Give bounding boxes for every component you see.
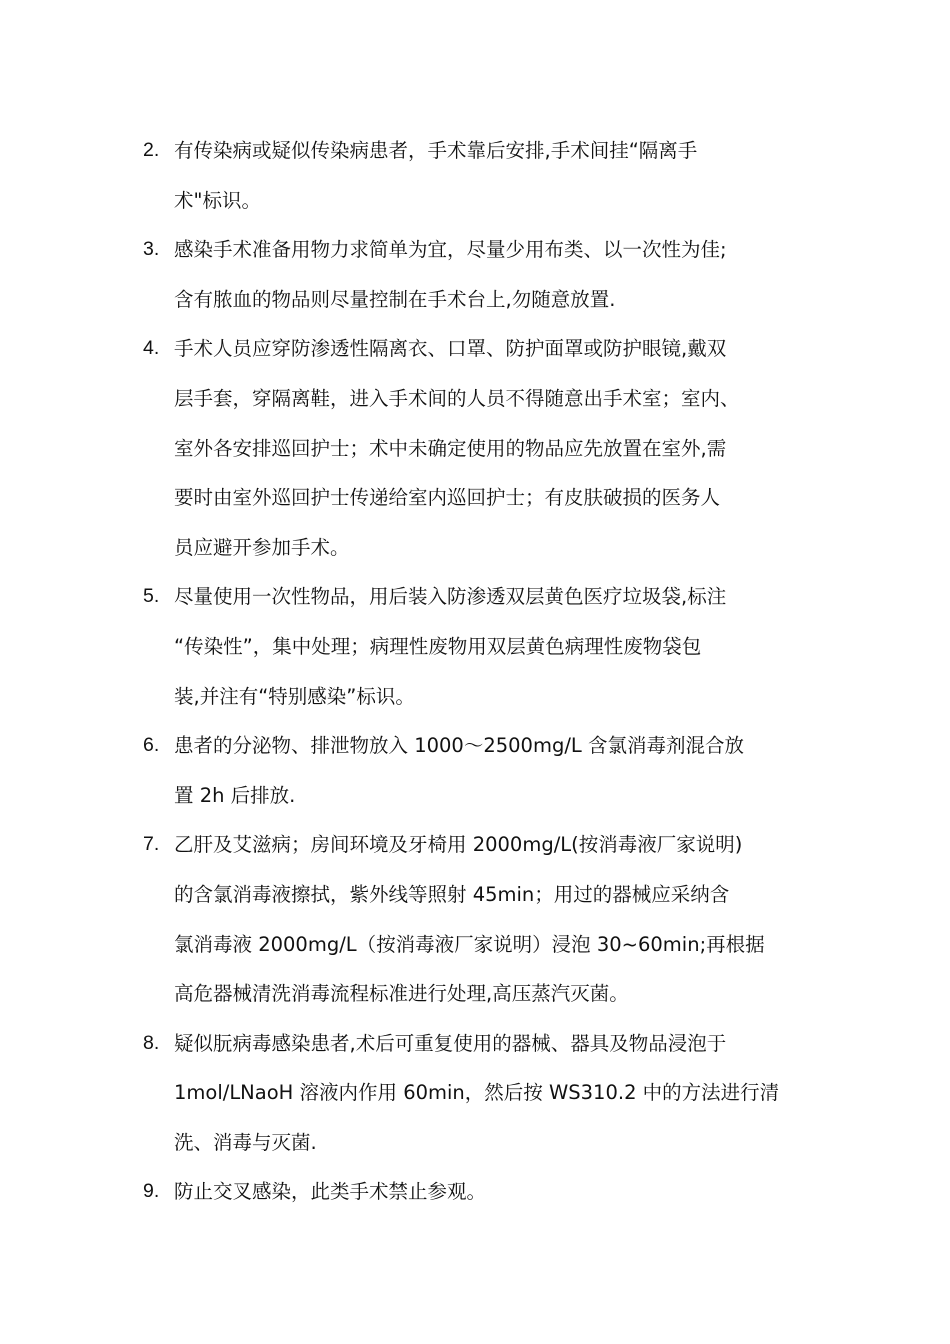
list-item-text-line: 的含氯消毒液擦拭，紫外线等照射 45min；用过的器械应采纳含 [174,882,730,906]
list-item [143,225,813,324]
list-item-text-line: 装,并注有“特别感染”标识。 [174,684,415,708]
list-item-number: 7. [143,833,160,856]
list-item-text-line: 术"标识。 [174,188,261,212]
list-item-text-line: “传染性”，集中处理；病理性废物用双层黄色病理性废物袋包 [174,634,702,658]
list-item-text-line: 乙肝及艾滋病；房间环境及牙椅用 2000mg/L(按消毒液厂家说明) [174,833,743,857]
list-item-text-line: 疑似朊病毒感染患者,术后可重复使用的器械、器具及物品浸泡于 [174,1031,727,1055]
list-item [143,126,813,225]
list-item-text-line: 高危器械清洗消毒流程标准进行处理,高压蒸汽灭菌。 [174,982,629,1006]
list-item [143,820,813,1018]
list-item-number: 8. [143,1031,160,1054]
list-item-text-line: 患者的分泌物、排泄物放入 1000～2500mg/L 含氯消毒剂混合放 [174,734,744,758]
list-item [143,324,813,572]
list-item-text-line: 置 2h 后排放. [174,783,296,807]
list-item-number: 4. [143,337,160,360]
list-item-text-line: 员应避开参加手术。 [174,535,350,559]
list-item-number: 9. [143,1180,160,1203]
list-item-number: 5. [143,585,160,608]
list-item-text-line: 室外各安排巡回护士；术中未确定使用的物品应先放置在室外,需 [174,436,727,460]
list-item [143,1019,813,1168]
list-item-text-line: 感染手术准备用物力求简单为宜，尽量少用布类、以一次性为佳; [174,238,727,262]
list-item-text-line: 氯消毒液 2000mg/L（按消毒液厂家说明）浸泡 30~60min;再根据 [174,932,765,956]
list-item [143,1167,813,1217]
list-item-text-line: 层手套，穿隔离鞋，进入手术间的人员不得随意出手术室；室内、 [174,386,740,410]
list-item-number: 3. [143,238,160,261]
list-item-text-line: 含有脓血的物品则尽量控制在手术台上,勿随意放置. [174,287,616,311]
list-item-text-line: 洗、消毒与灭菌. [174,1130,317,1154]
list-item-number: 6. [143,734,160,757]
list-item [143,721,813,820]
numbered-list [143,126,813,1217]
list-item-text-line: 手术人员应穿防渗透性隔离衣、口罩、防护面罩或防护眼镜,戴双 [174,337,727,361]
list-item-text-line: 防止交叉感染，此类手术禁止参观。 [174,1180,487,1204]
list-item-text-line: 要时由室外巡回护士传递给室内巡回护士；有皮肤破损的医务人 [174,486,721,510]
list-item-number: 2. [143,139,160,161]
list-item-text-line: 有传染病或疑似传染病患者，手术靠后安排,手术间挂“隔离手 [174,139,698,162]
list-item-text-line: 1mol/LNaoH 溶液内作用 60min，然后按 WS310.2 中的方法进行清 [174,1081,780,1105]
list-item [143,572,813,721]
list-item-text-line: 尽量使用一次性物品，用后装入防渗透双层黄色医疗垃圾袋,标注 [174,585,727,609]
